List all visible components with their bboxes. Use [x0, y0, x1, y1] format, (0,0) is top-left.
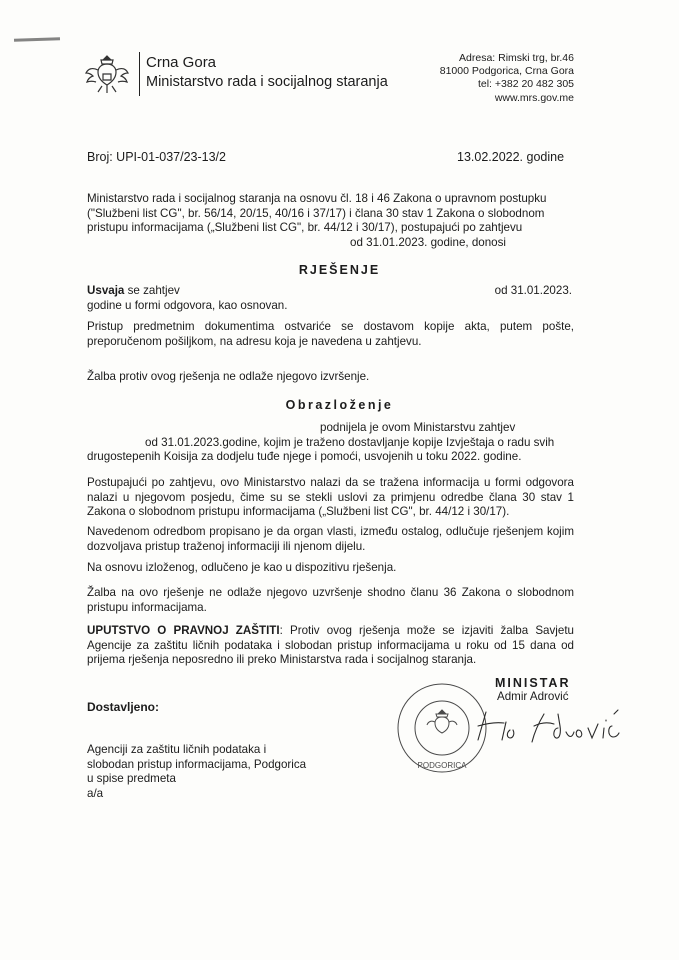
reasoning-heading: Obrazloženje — [285, 398, 394, 412]
delivery-item: slobodan pristup informacijama, Podgorica — [87, 757, 307, 771]
intro-line: od 31.01.2023. godine, donosi — [350, 235, 507, 249]
appeal-note: Žalba protiv ovog rješenja ne odlaže njegovo izvršenje. — [87, 370, 370, 383]
letterhead-divider — [139, 52, 140, 96]
signatory-name: Admir Adrović — [497, 690, 569, 703]
reasoning-line: drugostepenih Koisija za dodjelu tuđe njege i pomoći, usvojenih u toku 2022. godine. — [87, 450, 522, 464]
signatory-title: MINISTAR — [495, 676, 571, 690]
montenegro-coat-of-arms-icon — [82, 52, 132, 96]
approval-keyword: Usvaja — [87, 284, 125, 297]
intro-line: ("Službeni list CG", br. 56/14, 20/15, 40/16 i 37/17) i člana 30 stav 1 Zakona o slobodnom — [87, 206, 545, 220]
reasoning-line: od 31.01.2023.godine, kojim je traženo dostavljanje kopije Izvještaja o radu svih — [145, 435, 555, 449]
reasoning-paragraph-4: Na osnovu izloženog, odlučeno je kao u dispozitivu rješenja. — [87, 561, 397, 574]
reference-number: Broj: UPI-01-037/23-13/2 — [87, 150, 226, 164]
address-line: 81000 Podgorica, Crna Gora — [439, 65, 574, 78]
scan-artifact — [14, 37, 60, 42]
delivery-list — [87, 743, 306, 801]
handwritten-signature — [466, 702, 626, 747]
approval-line2: godine u formi odgovora, kao osnovan. — [87, 298, 288, 312]
intro-paragraph — [87, 192, 574, 250]
delivery-heading: Dostavljeno: — [87, 700, 160, 714]
address-block — [440, 52, 574, 105]
reasoning-line: podnijela je ovom Ministarstvu zahtjev — [320, 421, 516, 434]
document-date: 13.02.2022. godine — [457, 150, 565, 164]
country-name: Crna Gora — [146, 54, 217, 71]
decision-heading: RJEŠENJE — [298, 263, 381, 277]
reasoning-paragraph-2: Postupajući po zahtjevu, ovo Ministarstvo nalazi da se tražena informacija u formi odgovora nalazi u njegovom posjedu, čime su se stekli uslovi za primjenu odredbe člana 30 stav 1 Zakona o slobodnom pristupu informacijama („Službeni list CG", br. 44/12 i 30/17). — [87, 476, 574, 519]
reasoning-paragraph-1 — [87, 421, 574, 465]
decision-approval — [87, 284, 574, 313]
delivery-item: a/a — [87, 786, 104, 800]
approval-text: se zahtjev — [124, 284, 180, 297]
intro-line: Ministarstvo rada i socijalnog staranja na osnovu čl. 18 i 46 Zakona o upravnom postupku — [87, 192, 547, 205]
reasoning-paragraph-3: Navedenom odredbom propisano je da organ vlasti, između ostalog, odlučuje rješenjem kojim dozvoljava pristup traženoj informaciji ili njenom dijelu. — [87, 525, 574, 553]
reasoning-paragraph-5: Žalba na ovo rješenje ne odlaže njegovo uzvršenje shodno članu 36 Zakona o slobodnom pristupu informacijama. — [87, 586, 574, 614]
ministry-name: Ministarstvo rada i socijalnog staranja — [146, 74, 388, 90]
website-link[interactable]: www.mrs.gov.me — [494, 91, 574, 104]
phone-line: tel: +382 20 482 305 — [477, 78, 574, 91]
delivery-item: Agenciji za zaštitu ličnih podataka i — [87, 743, 267, 756]
approval-date: od 31.01.2023. — [494, 284, 572, 297]
access-paragraph: Pristup predmetnim dokumentima ostvariće se dostavom kopije akta, putem pošte, preporučenom pošiljkom, na adresu koja je navedena u zahtjevu. — [87, 320, 574, 348]
legal-instruction-title: UPUTSTVO O PRAVNOJ ZAŠTITI — [87, 624, 280, 637]
delivery-item: u spise predmeta — [87, 772, 176, 786]
legal-instruction-text: : Protiv ovog rješenja može se izjaviti žalba Savjetu Agencije za zaštitu ličnih podataka i slobodan pristup informacijama u roku od 15 dana od prijema rješenja neposredno ili preko Ministarstva rada i socijalnog staranja. — [87, 624, 574, 667]
intro-line: pristupu informacijama („Službeni list CG", br. 44/12 i 30/17), postupajući po zahtjevu — [87, 221, 523, 235]
stamp-city: PODGORICA — [417, 761, 467, 770]
address-line: Adresa: Rimski trg, br.46 — [459, 52, 574, 64]
legal-instruction — [87, 624, 574, 668]
